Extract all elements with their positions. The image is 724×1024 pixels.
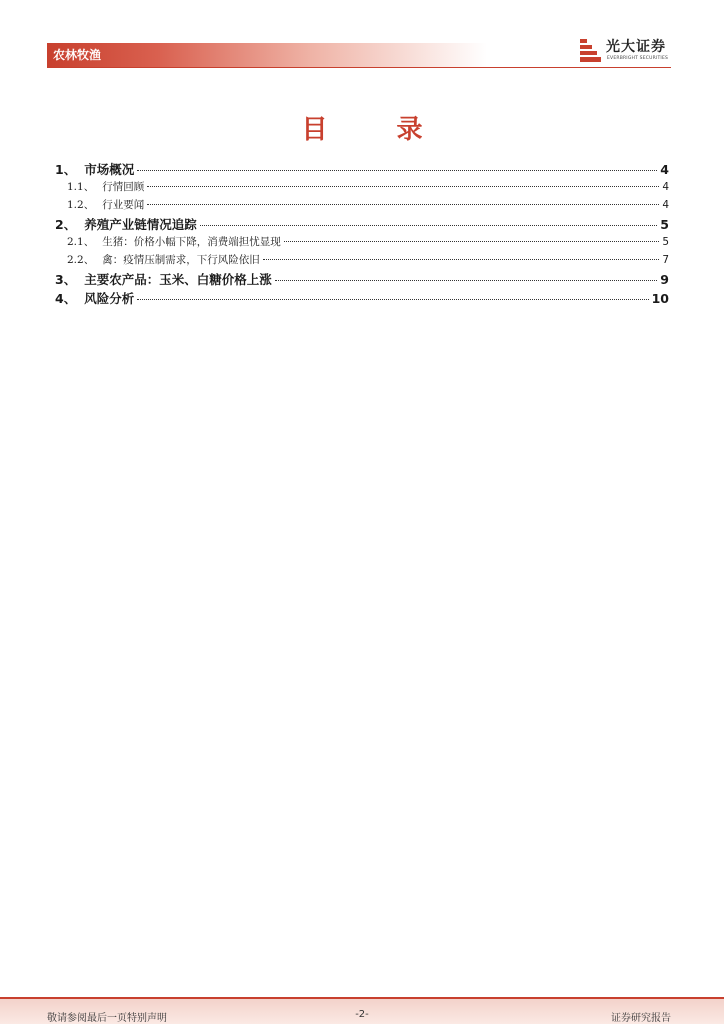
toc-entry-title: 养殖产业链情况追踪 xyxy=(84,217,197,232)
table-of-contents xyxy=(55,160,669,308)
header-rule xyxy=(47,67,671,68)
toc-entry-number: 2.2、 xyxy=(67,254,95,266)
toc-leader-dots xyxy=(137,298,648,300)
toc-entry-number: 4、 xyxy=(55,291,77,306)
toc-leader-dots xyxy=(147,185,659,187)
toc-entry-title: 市场概况 xyxy=(84,162,135,177)
page-header xyxy=(0,0,724,70)
toc-leader-dots xyxy=(200,224,658,226)
toc-entry-title: 禽：疫情压制需求，下行风险依旧 xyxy=(102,254,260,266)
toc-entry[interactable] xyxy=(55,234,669,252)
sector-label: 农林牧渔 xyxy=(53,48,102,62)
toc-entry-page: 5 xyxy=(662,236,669,248)
toc-leader-dots xyxy=(275,279,658,281)
toc-entry-title: 风险分析 xyxy=(84,291,135,306)
toc-entry[interactable] xyxy=(55,197,669,215)
everbright-logo-icon xyxy=(578,38,602,64)
page-number: -2- xyxy=(355,1009,369,1020)
toc-entry-title: 主要农产品：玉米、白糖价格上涨 xyxy=(84,272,272,287)
toc-leader-dots xyxy=(263,258,660,260)
toc-entry-page: 5 xyxy=(660,217,669,232)
toc-entry-page: 4 xyxy=(662,181,669,193)
toc-entry[interactable] xyxy=(55,252,669,270)
toc-entry-title: 行情回顾 xyxy=(102,181,145,193)
logo-chinese-name: 光大证券 xyxy=(606,39,666,55)
toc-entry-title: 生猪：价格小幅下降，消费端担忧显现 xyxy=(102,236,281,248)
sector-banner xyxy=(47,43,487,67)
toc-entry-page: 7 xyxy=(662,254,669,266)
toc-entry-number: 3、 xyxy=(55,272,77,287)
toc-title: 目 录 xyxy=(301,115,453,145)
toc-leader-dots xyxy=(147,203,659,205)
company-logo xyxy=(578,38,672,66)
disclaimer-note: 敬请参阅最后一页特别声明 xyxy=(47,1013,167,1024)
toc-entry-page: 4 xyxy=(662,199,669,211)
toc-entry-page: 4 xyxy=(660,162,669,177)
page-footer xyxy=(0,999,724,1024)
report-type: 证券研究报告 xyxy=(611,1013,671,1024)
toc-entry[interactable] xyxy=(55,179,669,197)
toc-entry-page: 9 xyxy=(660,272,669,287)
toc-entry-number: 2、 xyxy=(55,217,77,232)
logo-english-name: EVERBRIGHT SECURITIES xyxy=(607,56,669,61)
toc-entry[interactable] xyxy=(55,215,669,234)
toc-entry-title: 行业要闻 xyxy=(102,199,145,211)
toc-entry[interactable] xyxy=(55,160,669,179)
toc-entry[interactable] xyxy=(55,289,669,308)
toc-entry-number: 1.2、 xyxy=(67,199,95,211)
toc-leader-dots xyxy=(137,169,657,171)
toc-entry-number: 2.1、 xyxy=(67,236,95,248)
toc-entry-number: 1、 xyxy=(55,162,77,177)
toc-entry[interactable] xyxy=(55,270,669,289)
toc-entry-number: 1.1、 xyxy=(67,181,95,193)
toc-entry-page: 10 xyxy=(651,291,669,306)
toc-leader-dots xyxy=(284,240,660,242)
